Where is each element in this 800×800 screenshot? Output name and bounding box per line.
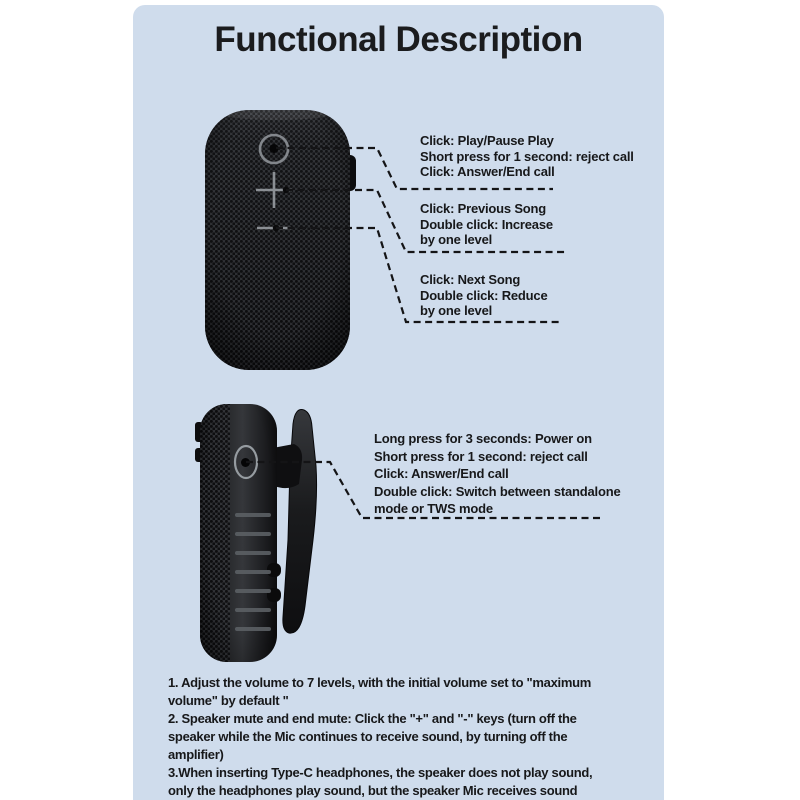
footnote-line: volume" by default " — [168, 693, 289, 708]
callout-text-line: Double click: Increase — [420, 216, 553, 232]
callout-next-song — [420, 272, 547, 319]
callout-text-line: Double click: Reduce — [420, 287, 548, 303]
page-title: Functional Description — [214, 20, 583, 59]
callout-text-line: Click: Answer/End call — [374, 466, 509, 481]
footnote-line: amplifier) — [168, 747, 224, 762]
callout-power — [374, 430, 620, 518]
callout-text-line: Click: Answer/End call — [420, 164, 555, 179]
callout-text-line: Double click: Switch between standalone — [374, 483, 621, 499]
callout-text-line: Long press for 3 seconds: Power on — [374, 431, 592, 446]
callout-play-pause — [420, 133, 634, 180]
footnote-line: only the headphones play sound, but the speaker Mic receives sound — [168, 783, 578, 798]
footnote-line: 2. Speaker mute and end mute: Click the "+" and "-" keys (turn off the — [168, 711, 577, 726]
footnote-line: 1. Adjust the volume to 7 levels, with the initial volume set to "maximum — [168, 675, 591, 690]
callout-text-line: Short press for 1 second: reject call — [420, 148, 634, 164]
footnote-line: 3.When inserting Type-C headphones, the speaker does not play sound, — [168, 765, 593, 780]
callout-text-line: by one level — [420, 303, 493, 318]
callout-text-line: Click: Previous Song — [420, 201, 547, 216]
callout-previous-song — [420, 201, 553, 248]
callout-text-line: Click: Next Song — [420, 272, 521, 287]
callout-text-line: Short press for 1 second: reject call — [374, 448, 588, 464]
callout-text-line: Click: Play/Pause Play — [420, 133, 554, 148]
footnote-line: speaker while the Mic continues to receive sound, by turning off the — [168, 729, 568, 744]
footnotes — [168, 674, 646, 800]
callout-text-line: mode or TWS mode — [374, 501, 493, 516]
callout-text-line: by one level — [420, 232, 493, 247]
